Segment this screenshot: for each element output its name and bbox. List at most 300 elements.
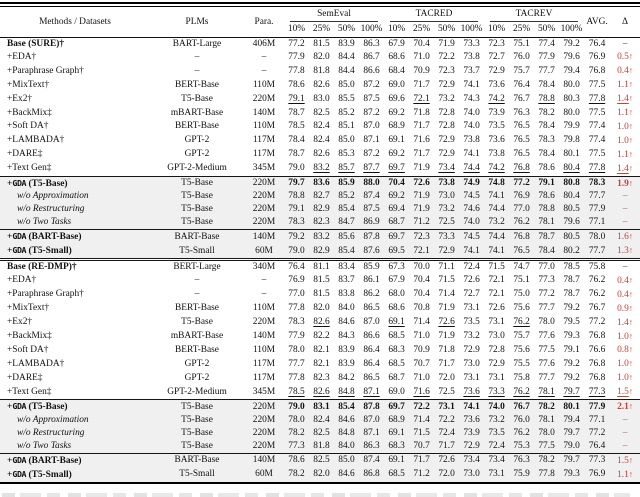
para-cell: 117M xyxy=(252,358,276,369)
value-cell: 77.9 xyxy=(288,51,305,62)
value-cell: 83.2 xyxy=(313,163,330,174)
delta-cell: – xyxy=(610,203,640,216)
value-cell: 79.9 xyxy=(563,121,580,132)
para-cell: 220M xyxy=(244,427,284,440)
value-cell: 88.0 xyxy=(359,176,384,190)
value-cell: 71.7 xyxy=(413,79,430,90)
value-cell: 79.8 xyxy=(563,135,580,146)
method-name: w/o Approximation xyxy=(0,414,150,427)
value-cell: 79.2 xyxy=(563,358,580,369)
value-cell: 72.7 xyxy=(463,289,480,300)
table-row xyxy=(0,330,640,344)
plm-cell: GPT-2 xyxy=(184,358,210,369)
plm-cell: BART-Large xyxy=(172,38,222,49)
value-cell: 71.5 xyxy=(484,260,509,274)
value-cell: 77.9 xyxy=(288,331,305,342)
avg-cell: 75.8 xyxy=(584,260,610,274)
plm-cell: – xyxy=(194,289,200,300)
value-cell: 67.9 xyxy=(388,275,405,286)
value-cell: 87.4 xyxy=(359,453,384,467)
avg-cell: 76.6 xyxy=(588,344,606,355)
value-cell: 71.7 xyxy=(434,440,459,453)
value-cell: 82.6 xyxy=(313,317,330,328)
value-cell: 74.1 xyxy=(459,400,484,414)
value-cell: 73.0 xyxy=(463,358,480,369)
delta-cell: 0.8↑ xyxy=(617,344,634,356)
value-cell: 70.8 xyxy=(413,303,430,314)
value-cell: 80.1 xyxy=(559,400,584,414)
value-cell: 71.2 xyxy=(409,216,434,229)
value-cell: 85.9 xyxy=(359,260,384,274)
delta-cell: 0.5↑ xyxy=(617,51,634,63)
value-cell: 84.6 xyxy=(334,414,359,427)
value-cell: 82.0 xyxy=(309,468,334,483)
value-cell: 71.7 xyxy=(413,121,430,132)
value-cell: 75.6 xyxy=(513,344,530,355)
table-row xyxy=(0,316,640,330)
value-cell: 72.9 xyxy=(438,135,455,146)
plm-cell: – xyxy=(194,51,200,62)
value-cell: 71.7 xyxy=(438,358,455,369)
value-cell: 67.9 xyxy=(388,38,405,49)
para-cell: 220M xyxy=(252,317,276,328)
value-cell: 76.3 xyxy=(509,453,534,467)
value-cell: 68.7 xyxy=(384,216,409,229)
value-cell: 73.8 xyxy=(434,176,459,190)
delta-cell: 0.4↑ xyxy=(617,65,634,77)
value-cell: 78.4 xyxy=(534,244,559,259)
method-name: +EDA† xyxy=(7,275,37,286)
table-row xyxy=(0,440,640,453)
value-cell: 79.6 xyxy=(559,216,584,229)
value-cell: 72.1 xyxy=(488,289,505,300)
value-cell: 78.1 xyxy=(534,414,559,427)
table-row xyxy=(0,288,640,302)
value-cell: 87.2 xyxy=(363,149,380,160)
value-cell: 74.2 xyxy=(488,93,505,104)
plm-cell: mBART-Base xyxy=(170,107,224,118)
value-cell: 72.9 xyxy=(459,440,484,453)
value-cell: 71.4 xyxy=(438,289,455,300)
method-name: Base (RE-DMP)† xyxy=(0,260,150,274)
value-cell: 72.9 xyxy=(488,65,505,76)
value-cell: 73.9 xyxy=(459,427,484,440)
value-cell: 74.5 xyxy=(459,190,484,203)
gda-wordmark: GDA xyxy=(12,245,27,256)
value-cell: 73.1 xyxy=(463,303,480,314)
value-cell: 68.5 xyxy=(388,358,405,369)
value-cell: 73.6 xyxy=(488,79,505,90)
method-name: +MixText† xyxy=(7,79,50,90)
value-cell: 87.0 xyxy=(359,414,384,427)
value-cell: 72.6 xyxy=(434,453,459,467)
value-cell: 85.4 xyxy=(334,203,359,216)
value-cell: 72.9 xyxy=(488,358,505,369)
value-cell: 78.3 xyxy=(538,135,555,146)
value-cell: 79.7 xyxy=(284,176,309,190)
value-cell: 85.2 xyxy=(334,190,359,203)
plm-cell: mBART-Base xyxy=(170,331,224,342)
plm-cell: – xyxy=(194,275,200,286)
value-cell: 71.9 xyxy=(438,38,455,49)
value-cell: 73.5 xyxy=(488,121,505,132)
gda-wordmark: GDA xyxy=(12,177,27,188)
para-cell: – xyxy=(261,65,267,76)
method-name: +Text Gen‡ xyxy=(7,386,52,397)
delta-cell: 2.1↑ xyxy=(610,400,640,414)
delta-cell: 1.0↑ xyxy=(617,330,634,342)
avg-cell: 77.5 xyxy=(588,79,606,90)
up-arrow-icon: ↑ xyxy=(628,162,634,173)
value-cell: 78.8 xyxy=(534,203,559,216)
value-cell: 82.1 xyxy=(313,358,330,369)
avg-cell: 77.1 xyxy=(584,216,610,229)
value-cell: 73.0 xyxy=(459,468,484,483)
para-cell: 220M xyxy=(252,93,276,104)
value-cell: 79.2 xyxy=(563,303,580,314)
value-cell: 72.3 xyxy=(438,65,455,76)
value-cell: 78.5 xyxy=(288,386,305,397)
value-cell: 72.1 xyxy=(409,244,434,259)
value-cell: 69.1 xyxy=(384,427,409,440)
value-cell: 74.1 xyxy=(463,149,480,160)
gda-wordmark: GDA xyxy=(12,468,27,479)
up-arrow-icon: ↑ xyxy=(628,274,634,285)
plm-cell: BART-Base xyxy=(150,453,244,467)
para-cell: 220M xyxy=(244,176,284,190)
value-cell: 69.7 xyxy=(384,400,409,414)
value-cell: 68.9 xyxy=(384,414,409,427)
value-cell: 68.3 xyxy=(384,440,409,453)
value-cell: 76.2 xyxy=(513,386,530,397)
value-cell: 83.0 xyxy=(313,93,330,104)
value-cell: 81.1 xyxy=(309,260,334,274)
value-cell: 82.0 xyxy=(313,303,330,314)
header-group-tacred xyxy=(384,7,484,22)
delta-cell: 1.0↑ xyxy=(617,120,634,132)
value-cell: 74.5 xyxy=(459,230,484,244)
up-arrow-icon: ↑ xyxy=(628,245,634,256)
value-cell: 72.6 xyxy=(438,317,455,328)
value-cell: 79.7 xyxy=(559,453,584,467)
method-name: +Paraphrase Graph† xyxy=(7,65,84,76)
avg-cell: 77.8 xyxy=(588,93,606,104)
value-cell: 80.0 xyxy=(563,79,580,90)
value-cell: 77.7 xyxy=(538,65,555,76)
avg-cell: 77.4 xyxy=(588,135,606,146)
value-cell: 68.9 xyxy=(388,121,405,132)
value-cell: 71.1 xyxy=(434,260,459,274)
para-cell: – xyxy=(261,275,267,286)
header-subcol: 10% xyxy=(284,22,309,37)
value-cell: 79.4 xyxy=(563,65,580,76)
value-cell: 68.0 xyxy=(388,289,405,300)
plm-cell: T5-Base xyxy=(150,190,244,203)
up-arrow-icon: ↑ xyxy=(628,134,634,145)
value-cell: 87.2 xyxy=(363,107,380,118)
value-cell: 78.2 xyxy=(534,400,559,414)
value-cell: 76.5 xyxy=(513,121,530,132)
value-cell: 73.2 xyxy=(434,203,459,216)
para-cell: 117M xyxy=(252,372,276,383)
value-cell: 73.2 xyxy=(438,93,455,104)
method-name: +Soft DA† xyxy=(7,121,49,132)
up-arrow-icon: ↑ xyxy=(628,93,634,104)
up-arrow-icon: ↑ xyxy=(628,358,634,369)
value-cell: 76.0 xyxy=(509,414,534,427)
delta-cell: 1.5↑ xyxy=(610,453,640,467)
plm-cell: T5-Base xyxy=(150,216,244,229)
header-avg: AVG. xyxy=(584,7,610,37)
header-subcol: 50% xyxy=(334,22,359,37)
value-cell: 71.4 xyxy=(409,414,434,427)
value-cell: 80.2 xyxy=(559,244,584,259)
value-cell: 68.7 xyxy=(388,372,405,383)
delta-cell: – xyxy=(610,190,640,203)
value-cell: 74.1 xyxy=(484,190,509,203)
value-cell: 80.4 xyxy=(559,190,584,203)
value-cell: 79.1 xyxy=(563,344,580,355)
value-cell: 85.4 xyxy=(334,400,359,414)
value-cell: 77.5 xyxy=(538,344,555,355)
value-cell: 72.2 xyxy=(434,414,459,427)
delta-cell: – xyxy=(610,414,640,427)
value-cell: 69.0 xyxy=(388,386,405,397)
delta-cell: 1.1↑ xyxy=(610,468,640,483)
value-cell: 75.5 xyxy=(513,358,530,369)
value-cell: 83.7 xyxy=(338,275,355,286)
value-cell: 75.1 xyxy=(513,275,530,286)
value-cell: 77.0 xyxy=(288,289,305,300)
value-cell: 83.4 xyxy=(334,260,359,274)
table-row xyxy=(0,400,640,414)
avg-cell: 77.9 xyxy=(584,400,610,414)
value-cell: 82.4 xyxy=(313,135,330,146)
value-cell: 76.3 xyxy=(513,107,530,118)
value-cell: 78.8 xyxy=(284,190,309,203)
value-cell: 72.9 xyxy=(438,149,455,160)
up-arrow-icon: ↑ xyxy=(628,401,634,412)
table-row xyxy=(0,414,640,427)
value-cell: 76.7 xyxy=(513,93,530,104)
header-group-semeval xyxy=(284,7,384,22)
value-cell: 68.3 xyxy=(388,344,405,355)
value-cell: 76.9 xyxy=(509,190,534,203)
value-cell: 83.9 xyxy=(338,358,355,369)
value-cell: 79.0 xyxy=(288,163,305,174)
value-cell: 74.0 xyxy=(463,121,480,132)
avg-cell: 77.3 xyxy=(584,453,610,467)
method-name: +GDA (T5-Small) xyxy=(0,244,150,259)
value-cell: 78.6 xyxy=(284,453,309,467)
value-cell: 84.2 xyxy=(338,372,355,383)
delta-cell: 1.5↑ xyxy=(617,386,634,398)
avg-cell: 77.2 xyxy=(584,427,610,440)
value-cell: 78.5 xyxy=(288,121,305,132)
avg-cell: 78.0 xyxy=(584,230,610,244)
value-cell: 76.5 xyxy=(513,135,530,146)
avg-cell: 76.9 xyxy=(584,468,610,483)
value-cell: 82.6 xyxy=(313,386,330,397)
plm-cell: – xyxy=(194,65,200,76)
para-cell: 110M xyxy=(252,303,276,314)
method-name: +GDA (BART-Base) xyxy=(0,230,150,244)
value-cell: 84.7 xyxy=(334,216,359,229)
header-delta: Δ xyxy=(610,7,640,37)
table-row xyxy=(0,176,640,190)
table-row xyxy=(0,357,640,371)
value-cell: 70.4 xyxy=(413,38,430,49)
value-cell: 71.0 xyxy=(413,51,430,62)
avg-cell: 77.8 xyxy=(588,163,606,174)
value-cell: 74.0 xyxy=(463,107,480,118)
value-cell: 72.6 xyxy=(463,275,480,286)
avg-cell: 76.2 xyxy=(588,275,606,286)
value-cell: 70.4 xyxy=(413,275,430,286)
table-row xyxy=(0,134,640,148)
value-cell: 85.1 xyxy=(338,121,355,132)
value-cell: 73.4 xyxy=(438,163,455,174)
table-row xyxy=(0,64,640,78)
header-subcol: 25% xyxy=(309,22,334,37)
up-arrow-icon: ↑ xyxy=(628,177,634,188)
value-cell: 82.4 xyxy=(313,121,330,132)
group-label: SemEval xyxy=(290,7,378,22)
table-row xyxy=(0,78,640,92)
value-cell: 77.0 xyxy=(509,203,534,216)
value-cell: 78.0 xyxy=(534,427,559,440)
plm-cell: GPT-2 xyxy=(184,149,210,160)
plm-cell: T5-Base xyxy=(150,203,244,216)
value-cell: 70.9 xyxy=(413,344,430,355)
value-cell: 72.2 xyxy=(409,400,434,414)
value-cell: 72.4 xyxy=(484,440,509,453)
value-cell: 74.6 xyxy=(459,203,484,216)
value-cell: 75.0 xyxy=(513,289,530,300)
table-row xyxy=(0,230,640,244)
method-name: +GDA (T5-Base) xyxy=(0,176,150,190)
plm-cell: BERT-Base xyxy=(175,344,219,355)
value-cell: 78.0 xyxy=(284,414,309,427)
value-cell: 78.4 xyxy=(538,121,555,132)
method-name: +LAMBADA† xyxy=(7,358,65,369)
avg-cell: 77.7 xyxy=(584,190,610,203)
plm-cell: T5-Base xyxy=(150,176,244,190)
table-row xyxy=(0,162,640,176)
value-cell: 73.4 xyxy=(484,453,509,467)
value-cell: 73.1 xyxy=(434,400,459,414)
value-cell: 83.2 xyxy=(309,230,334,244)
table-row xyxy=(0,371,640,385)
value-cell: 76.4 xyxy=(284,260,309,274)
value-cell: 72.9 xyxy=(438,79,455,90)
table-row xyxy=(0,148,640,162)
up-arrow-icon: ↑ xyxy=(628,51,634,62)
value-cell: 86.2 xyxy=(363,289,380,300)
value-cell: 73.2 xyxy=(463,331,480,342)
value-cell: 73.8 xyxy=(488,149,505,160)
value-cell: 75.6 xyxy=(513,303,530,314)
value-cell: 77.2 xyxy=(538,289,555,300)
para-cell: 140M xyxy=(252,331,276,342)
value-cell: 86.8 xyxy=(359,468,384,483)
caption-cutoff-fragment xyxy=(2,493,630,497)
value-cell: 79.4 xyxy=(559,414,584,427)
value-cell: 87.0 xyxy=(363,121,380,132)
value-cell: 85.6 xyxy=(334,230,359,244)
value-cell: 70.9 xyxy=(413,65,430,76)
plm-cell: BERT-Base xyxy=(175,303,219,314)
avg-cell: 76.4 xyxy=(588,38,606,49)
value-cell: 82.5 xyxy=(309,453,334,467)
value-cell: 78.8 xyxy=(538,93,555,104)
value-cell: 80.5 xyxy=(559,230,584,244)
method-name: +DARE‡ xyxy=(7,149,43,160)
value-cell: 85.3 xyxy=(338,149,355,160)
value-cell: 78.1 xyxy=(538,386,555,397)
value-cell: 74.1 xyxy=(484,244,509,259)
up-arrow-icon: ↑ xyxy=(628,454,634,465)
value-cell: 76.7 xyxy=(509,400,534,414)
value-cell: 79.0 xyxy=(284,244,309,259)
value-cell: 79.0 xyxy=(284,400,309,414)
value-cell: 76.8 xyxy=(513,163,530,174)
delta-cell: – xyxy=(610,216,640,229)
value-cell: 74.4 xyxy=(463,163,480,174)
value-cell: 83.6 xyxy=(309,176,334,190)
value-cell: 77.6 xyxy=(538,358,555,369)
value-cell: 85.4 xyxy=(334,244,359,259)
value-cell: 73.6 xyxy=(459,414,484,427)
value-cell: 73.1 xyxy=(488,372,505,383)
value-cell: 72.0 xyxy=(434,468,459,483)
plm-cell: T5-Base xyxy=(150,440,244,453)
table-row xyxy=(0,343,640,357)
table-row xyxy=(0,50,640,64)
value-cell: 73.7 xyxy=(463,65,480,76)
value-cell: 80.0 xyxy=(563,107,580,118)
value-cell: 87.8 xyxy=(359,400,384,414)
value-cell: 70.0 xyxy=(409,260,434,274)
avg-cell: 76.4 xyxy=(584,440,610,453)
value-cell: 83.8 xyxy=(338,289,355,300)
para-cell: 140M xyxy=(252,107,276,118)
value-cell: 70.4 xyxy=(413,289,430,300)
value-cell: 69.2 xyxy=(388,149,405,160)
up-arrow-icon: ↑ xyxy=(628,79,634,90)
avg-cell: 76.7 xyxy=(588,303,606,314)
value-cell: 76.5 xyxy=(509,244,534,259)
value-cell: 72.0 xyxy=(438,372,455,383)
value-cell: 84.6 xyxy=(334,468,359,483)
value-cell: 74.0 xyxy=(484,400,509,414)
up-arrow-icon: ↑ xyxy=(628,330,634,341)
plm-cell: GPT-2-Medium xyxy=(167,386,227,397)
avg-cell: 76.9 xyxy=(588,51,606,62)
value-cell: 87.1 xyxy=(363,135,380,146)
value-cell: 76.5 xyxy=(513,149,530,160)
value-cell: 68.5 xyxy=(388,331,405,342)
avg-cell: 76.8 xyxy=(588,358,606,369)
header-subcol: 25% xyxy=(509,22,534,37)
value-cell: 71.5 xyxy=(438,275,455,286)
value-cell: 73.9 xyxy=(488,107,505,118)
value-cell: 76.2 xyxy=(509,427,534,440)
method-name: Base (SURE)† xyxy=(7,38,65,49)
method-name: w/o Two Tasks xyxy=(0,216,150,229)
value-cell: 73.8 xyxy=(463,135,480,146)
value-cell: 77.0 xyxy=(534,260,559,274)
